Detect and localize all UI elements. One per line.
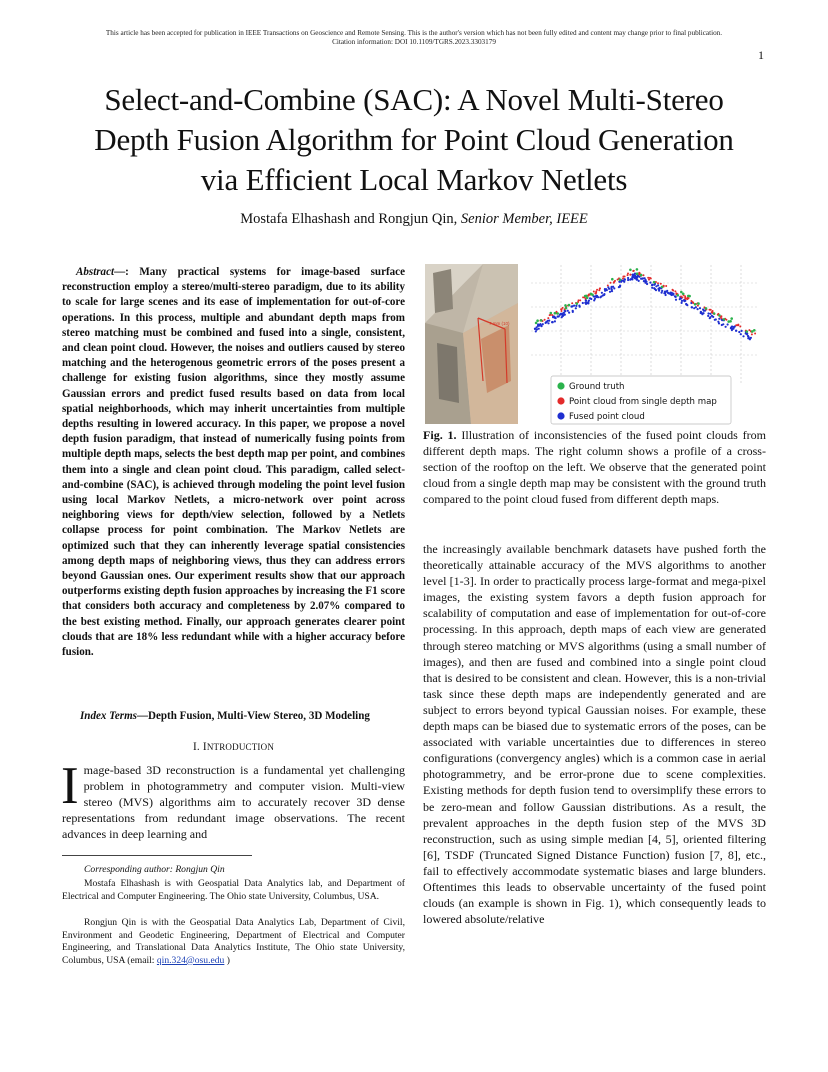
fused-point <box>714 319 716 321</box>
single-depth-point <box>721 317 723 319</box>
single-depth-point <box>562 307 564 309</box>
fused-point <box>587 301 589 303</box>
fused-point <box>675 299 677 301</box>
fused-point <box>575 305 577 307</box>
fused-point <box>599 296 601 298</box>
abstract-dash: —: <box>114 266 140 278</box>
fused-point <box>663 292 665 294</box>
drop-cap: I <box>61 757 79 815</box>
fused-point <box>547 322 549 324</box>
fused-point <box>703 310 705 312</box>
single-depth-point <box>622 276 624 278</box>
fused-point <box>572 310 574 312</box>
ground-truth-point <box>554 312 557 315</box>
fused-point <box>613 287 615 289</box>
fused-point <box>611 286 613 288</box>
publication-notice <box>60 29 768 47</box>
index-terms-dash: — <box>136 710 149 722</box>
fused-point <box>651 284 653 286</box>
legend-swatch-ground-truth <box>557 382 564 389</box>
fused-point <box>735 330 737 332</box>
ground-truth-point <box>677 294 680 297</box>
legend-swatch-single-depth <box>557 397 564 404</box>
author-line <box>60 211 768 228</box>
section-heading-introduction <box>62 741 405 753</box>
fused-point <box>567 310 569 312</box>
single-depth-point <box>648 279 650 281</box>
fused-point <box>711 315 713 317</box>
fused-point <box>561 316 563 318</box>
fused-point <box>727 323 729 325</box>
legend-label-fused: Fused point cloud <box>569 412 645 422</box>
single-depth-point <box>649 277 651 279</box>
ground-truth-point <box>564 304 567 307</box>
fused-point <box>535 330 537 332</box>
single-depth-point <box>598 289 600 291</box>
single-depth-point <box>647 277 649 279</box>
ground-truth-point <box>636 268 639 271</box>
fused-point <box>742 335 744 337</box>
title-line-2: Depth Fusion Algorithm for Point Cloud Generation <box>94 122 734 157</box>
fused-point <box>571 305 573 307</box>
right-column-text: the increasingly available benchmark datasets have pushed forth the theoretically attainable accuracy of the MVS algorithms to another level [1-3]. In order to practically process large-format and mega-pixel images, the existing system favors a depth fusion approach for scalability of computation and ease of implementation for out-of-core processing. In this approach, depth maps of each view are generated through stereo matching or MVS algorithms (using a small number of images), and then are fused and combined into a single point cloud that is desired to be consistent and clean. However, this is a non-trivial task since these depth maps are independently generated and are subject to errors beyond typical Gaussian noises. For example, these depth maps can be biased due to systematic errors of the poses, can be associated with variable uncertainties due to differences in stereo configurations (convergency angles) which is a common case in aerial photogrammetry, and be error-prone due to scene complexities. Existing methods for depth fusion tend to oversimplify these errors to be zero-mean and follow Gaussian distributions. As a result, the prevalent approaches in the depth fusion step of the MVS 3D reconstruction, such as using simple median [4, 5], oriented filtering [6], TSDF (Truncated Signed Distance Function) fusion [7, 8], etc., fail to effectively accommodate systematic biases and large blunders. Oftentimes this leads to observable uncertainty of the fused point clouds (an example is shown in Fig. 1), which consequently leads to lowered absolute/relative <box>423 542 766 927</box>
notice-line-2: Citation information: DOI 10.1109/TGRS.2023.3303179 <box>332 38 496 46</box>
single-depth-point <box>711 311 713 313</box>
ground-truth-point <box>680 291 683 294</box>
single-depth-point <box>607 285 609 287</box>
single-depth-point <box>660 283 662 285</box>
figure-legend <box>551 376 731 424</box>
fused-point <box>620 281 622 283</box>
index-terms-text: Depth Fusion, Multi-View Stereo, 3D Modeling <box>148 710 370 722</box>
fused-point <box>632 276 634 278</box>
single-depth-point <box>596 289 598 291</box>
single-depth-point <box>638 272 640 274</box>
ground-truth-point <box>688 295 691 298</box>
single-depth-point <box>754 333 756 335</box>
single-depth-point <box>672 289 674 291</box>
ground-truth-point <box>729 320 732 323</box>
single-depth-point <box>627 274 629 276</box>
ground-truth-point <box>746 330 749 333</box>
fused-point <box>657 284 659 286</box>
single-depth-point <box>578 299 580 301</box>
corresponding-author-note: Corresponding author: Rongjun Qin <box>84 864 225 875</box>
ground-truth-point <box>697 302 700 305</box>
fused-point <box>534 328 536 330</box>
single-depth-point <box>629 274 631 276</box>
fused-point <box>718 318 720 320</box>
single-depth-point <box>544 319 546 321</box>
fused-point <box>707 312 709 314</box>
fused-point <box>725 326 727 328</box>
fused-point <box>619 285 621 287</box>
ground-truth-point <box>611 278 614 281</box>
single-depth-point <box>710 309 712 311</box>
fused-point <box>658 290 660 292</box>
fused-point <box>627 277 629 279</box>
fused-point <box>681 300 683 302</box>
fused-point <box>699 307 701 309</box>
fused-point <box>695 306 697 308</box>
fused-point <box>659 287 661 289</box>
affiliation-text-2: Rongjun Qin is with the Geospatial Data Analytics Lab, Department of Civil, Environment and Geodetic Engineering, Department of Electrical and Computer Engineering, and Translational Data Analytics Institute, The Ohio state University, Columbus, USA (email: <box>62 917 405 966</box>
fused-point <box>697 308 699 310</box>
fused-point <box>700 312 702 314</box>
author-role: Senior Member, IEEE <box>460 211 588 227</box>
ground-truth-point <box>536 319 539 322</box>
fused-point <box>552 316 554 318</box>
fused-point <box>661 290 663 292</box>
fused-point <box>730 327 732 329</box>
ground-truth-point <box>629 269 632 272</box>
ground-truth-point <box>556 312 559 315</box>
ground-truth-point <box>723 318 726 321</box>
affiliation-note-2 <box>62 917 405 967</box>
single-depth-point <box>549 314 551 316</box>
fused-point <box>718 322 720 324</box>
fused-point <box>707 315 709 317</box>
fused-point <box>584 302 586 304</box>
ground-truth-point <box>636 272 639 275</box>
fused-point <box>557 316 559 318</box>
fused-point <box>740 333 742 335</box>
fused-point <box>627 279 629 281</box>
fused-point <box>601 292 603 294</box>
single-depth-point <box>674 290 676 292</box>
legend-swatch-fused <box>557 412 564 419</box>
single-depth-point <box>643 274 645 276</box>
caption-text: Illustration of inconsistencies of the fused point clouds from different depth maps. The right column shows a profile of a cross-section of the rooftop on the left. We observe that the generated point cloud from a single depth map may be consistent with the ground truth compared to the point cloud fused from different depth maps. <box>423 428 766 507</box>
single-depth-point <box>680 296 682 298</box>
fused-point <box>540 325 542 327</box>
single-depth-point <box>599 288 601 290</box>
single-depth-point <box>610 282 612 284</box>
ground-truth-point <box>550 312 553 315</box>
ground-truth-point <box>705 307 708 310</box>
fused-point <box>538 328 540 330</box>
fused-point <box>563 312 565 314</box>
email-link[interactable]: qin.324@osu.edu <box>156 954 225 966</box>
ground-truth-point <box>730 317 733 320</box>
single-depth-point <box>739 326 741 328</box>
fused-point <box>738 331 740 333</box>
single-depth-point <box>571 302 573 304</box>
fused-point <box>636 278 638 280</box>
single-depth-point <box>617 279 619 281</box>
index-terms-label: Index Terms <box>80 710 137 722</box>
paper-title <box>60 80 768 200</box>
footnote-rule <box>62 855 252 856</box>
fused-point <box>641 278 643 280</box>
section-title-rest: NTRODUCTION <box>206 742 275 752</box>
legend-label-single-depth: Point cloud from single depth map <box>569 397 717 407</box>
fused-point <box>604 290 606 292</box>
fused-point <box>582 302 584 304</box>
fused-point <box>595 296 597 298</box>
fused-point <box>649 282 651 284</box>
single-depth-point <box>688 297 690 299</box>
fused-point <box>741 330 743 332</box>
section-numeral: I. I <box>192 741 207 753</box>
caption-label: Fig. 1. <box>423 428 457 442</box>
single-depth-point <box>551 314 553 316</box>
single-depth-point <box>560 308 562 310</box>
single-depth-point <box>622 278 624 280</box>
fused-point <box>590 298 592 300</box>
ground-truth-point <box>565 307 568 310</box>
fused-point <box>666 290 668 292</box>
fused-point <box>667 292 669 294</box>
single-depth-point <box>737 324 739 326</box>
fused-point <box>681 302 683 304</box>
fused-point <box>575 307 577 309</box>
single-depth-point <box>735 324 737 326</box>
ground-truth-point <box>661 286 664 289</box>
ground-truth-point <box>653 281 656 284</box>
fused-point <box>593 299 595 301</box>
ground-truth-point <box>586 297 589 300</box>
fused-point <box>632 274 634 276</box>
fused-point <box>547 320 549 322</box>
fused-point <box>685 303 687 305</box>
fused-point <box>644 281 646 283</box>
notice-line-1: This article has been accepted for publication in IEEE Transactions on Geoscience and Remote Sensing. This is the author's version which has not been fully edited and content may change prior to final publication. <box>105 29 723 37</box>
single-depth-point <box>692 301 694 303</box>
ground-truth-point <box>682 293 685 296</box>
profile-plot <box>531 265 759 383</box>
single-depth-point <box>613 281 615 283</box>
ground-truth-point <box>568 304 571 307</box>
single-depth-point <box>665 285 667 287</box>
title-line-3: via Efficient Local Markov Netlets <box>200 162 628 197</box>
single-depth-point <box>685 298 687 300</box>
fused-point <box>691 306 693 308</box>
introduction-text: mage-based 3D reconstruction is a fundamental yet challenging problem in photogrammetry and computer vision. Multi-view stereo (MVS) algorithms aim to accurately recover 3D dense representations from redundant image observations. The recent advances in deep learning and <box>62 763 405 842</box>
fused-point <box>603 294 605 296</box>
ground-truth-point <box>590 293 593 296</box>
affiliation-note-1: Mostafa Elhashash is with Geospatial Data Analytics lab, and Department of Electrical and Computer Engineering. The Ohio state University, Columbus, USA. <box>62 878 405 902</box>
single-depth-point <box>751 333 753 335</box>
single-depth-point <box>697 305 699 307</box>
ground-truth-point <box>694 303 697 306</box>
figure-1-graphic <box>423 263 766 426</box>
ground-truth-point <box>713 312 716 315</box>
fused-point <box>675 296 677 298</box>
fused-point <box>646 283 648 285</box>
affiliation-end: ) <box>224 954 230 966</box>
fused-point <box>579 306 581 308</box>
ground-truth-point <box>540 319 543 322</box>
fused-point <box>611 289 613 291</box>
single-depth-point <box>593 291 595 293</box>
single-depth-point <box>632 270 634 272</box>
single-depth-point <box>561 310 563 312</box>
title-line-1: Select-and-Combine (SAC): A Novel Multi-Stereo <box>104 82 724 117</box>
fused-point <box>665 294 667 296</box>
ground-truth-point <box>576 302 579 305</box>
abstract-text: Many practical systems for image-based surface reconstruction employ a stereo/multi-stereo paradigm, due to its ability to scale for large scenes and its ease of implementation for out-of-core operations. In this process, multiple and abundant depth maps from stereo matching must be combined and fused into a single, consistent, and clean point cloud. However, the noises and outliers caused by stereo matching and the heterogenous geometric errors of the poses present a challenge for existing fusion algorithms, since they mostly assume Gaussian errors and predict fused results based on data from local spatial neighborhoods, which may inherit uncertainties from multiple depths resulting in lowered accuracy. In this paper, we propose a novel depth fusion paradigm, that instead of numerically fusing points from multiple depth maps, selects the best depth map per point, and combines them into a single and clean point cloud. This paradigm, called select-and-combine (SAC), is achieved through modeling the point level fusion using local Markov Netlets, a micro-network over point across neighboring views for depth/view selection, followed by a Netlets collapse process for point combination. The Markov Netlets are optimized such that they can inherently leverage spatial consistencies among depth maps of neighboring views, thus they can address errors beyond Gaussian ones. Our experiment results show that our approach outperforms existing depth fusion approaches by increasing the F1 score that considers both accuracy and completeness by 2.07% compared to the best existing method. Finally, our approach generates clearer point clouds that are 18% less redundant while with a higher accuracy before fusion. <box>62 266 405 659</box>
fused-point <box>537 323 539 325</box>
fused-point <box>555 317 557 319</box>
single-depth-point <box>595 292 597 294</box>
fused-point <box>655 289 657 291</box>
ground-truth-point <box>535 322 538 325</box>
fused-point <box>670 292 672 294</box>
abstract-label: Abstract <box>76 266 115 278</box>
single-depth-point <box>748 329 750 331</box>
ground-truth-point <box>619 278 622 281</box>
fused-point <box>643 277 645 279</box>
fused-point <box>684 300 686 302</box>
author-names: Mostafa Elhashash and Rongjun Qin, <box>240 211 458 227</box>
legend-label-ground-truth: Ground truth <box>569 382 625 392</box>
index-terms <box>62 709 405 724</box>
aerial-photo <box>425 264 518 424</box>
fused-point <box>608 288 610 290</box>
page-number: 1 <box>758 48 764 62</box>
fused-point <box>568 312 570 314</box>
fused-point <box>554 320 556 322</box>
photo-label: 7 mm (10) <box>489 321 510 326</box>
ground-truth-point <box>751 330 754 333</box>
introduction-paragraph <box>61 757 405 842</box>
fused-point <box>651 287 653 289</box>
fused-point <box>629 279 631 281</box>
ground-truth-point <box>718 314 721 317</box>
fused-point <box>672 294 674 296</box>
single-depth-point <box>657 282 659 284</box>
single-depth-point <box>547 317 549 319</box>
fused-point <box>749 338 751 340</box>
fused-point <box>622 280 624 282</box>
fused-point <box>551 321 553 323</box>
figure-caption <box>423 427 766 507</box>
abstract <box>62 265 405 660</box>
fused-point <box>722 323 724 325</box>
figure-1 <box>423 263 766 426</box>
single-depth-point <box>720 315 722 317</box>
fused-point <box>609 291 611 293</box>
ground-truth-point <box>640 274 643 277</box>
